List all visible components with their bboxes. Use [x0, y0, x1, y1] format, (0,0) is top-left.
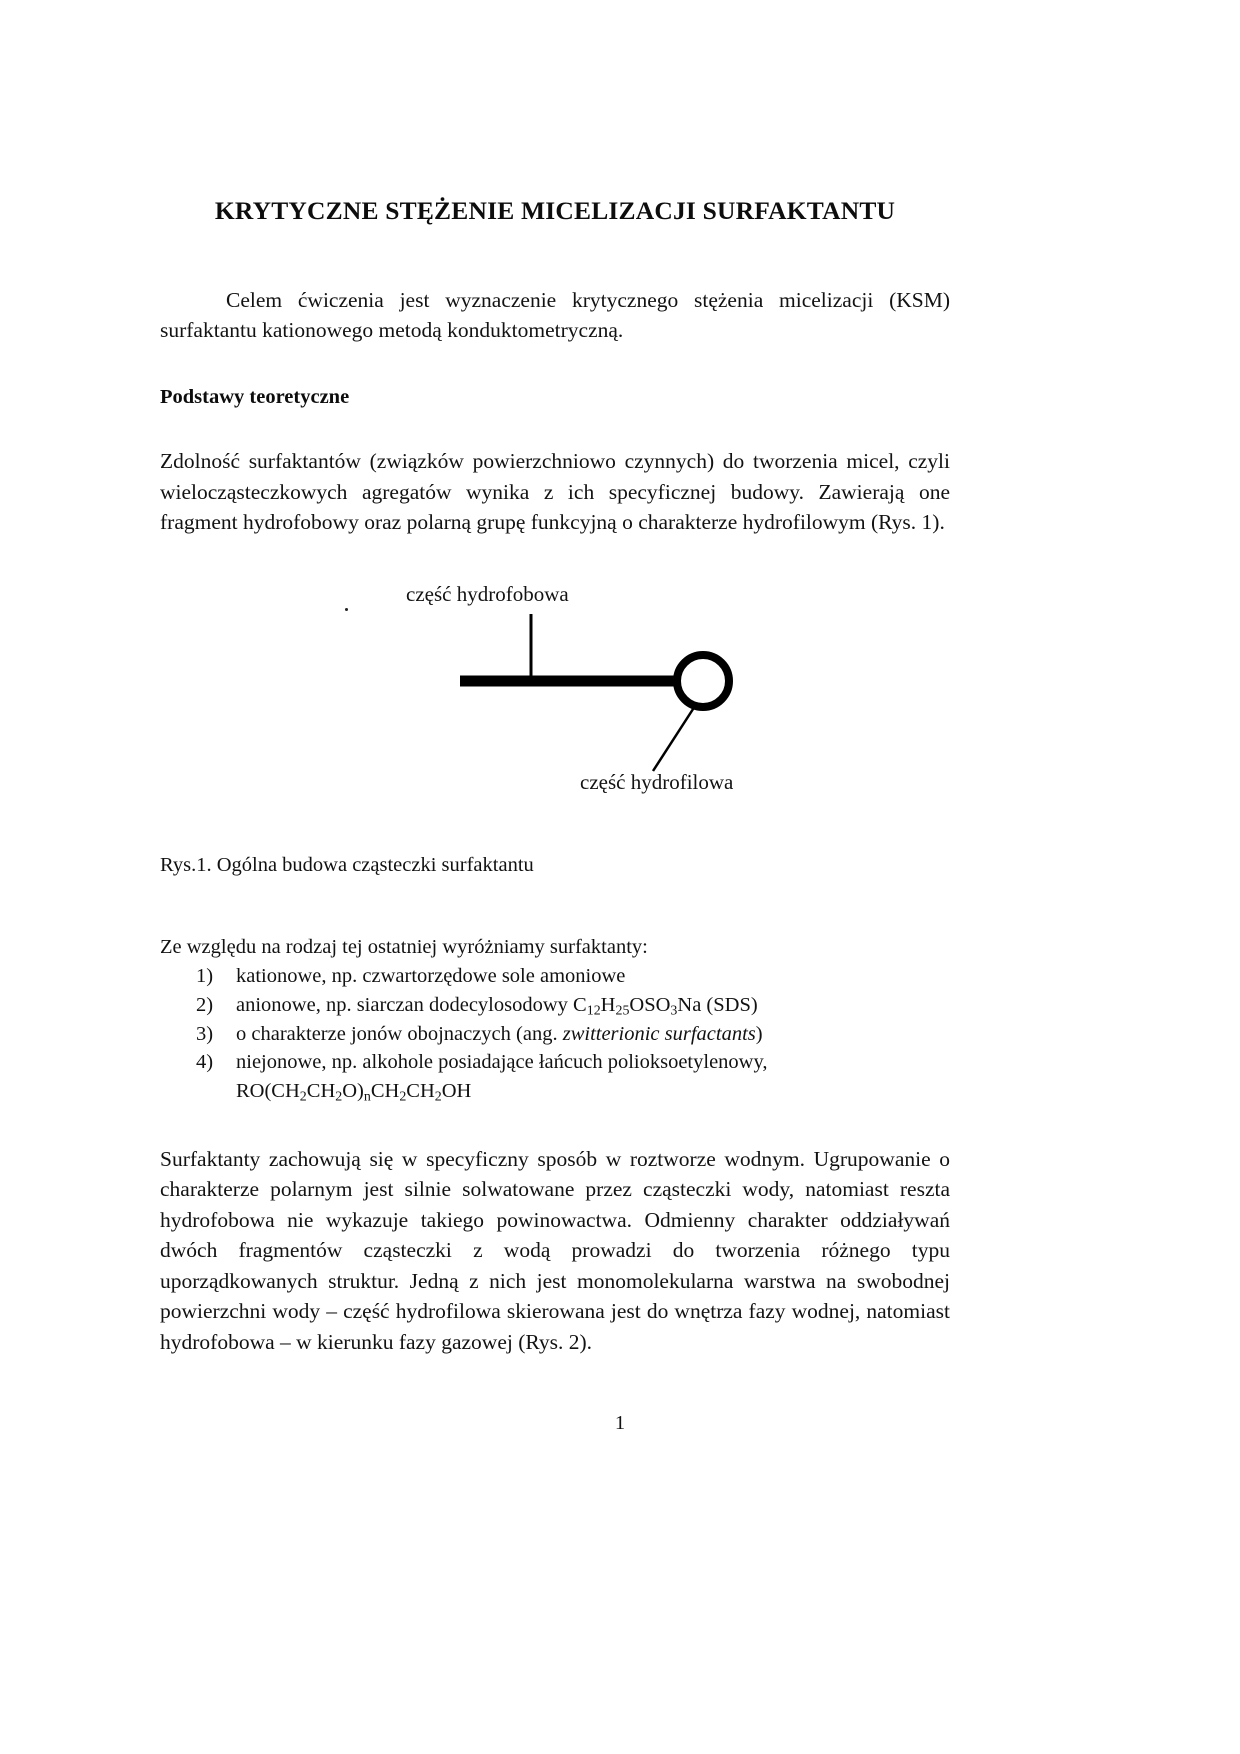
figure-label-hydrophobic-part: część hydrofobowa: [406, 581, 569, 606]
figure-1: [160, 566, 950, 846]
list-item: [160, 1048, 950, 1105]
list-item: [160, 1020, 950, 1049]
theory-paragraph: Zdolność surfaktantów (związków powierzchniowo czynnych) do tworzenia micel, czyli wielocząsteczkowych agregatów wynika z ich specyficznej budowy. Zawierają one fragment hydrofobowy oraz polarną grupę funkcyjną o charakterze hydrofilowym (Rys. 1).: [160, 449, 950, 535]
list-item-number: 4): [196, 1051, 214, 1074]
list-item-text: niejonowe, np. alkohole posiadające łańcuch polioksoetylenowy,: [236, 1051, 768, 1074]
list-item-text-before: o charakterze jonów obojnaczych (ang.: [236, 1022, 563, 1045]
list-item-italic-term: zwitterionic surfactants: [562, 1022, 756, 1045]
list-item-number: 3): [196, 1022, 214, 1045]
list-item: [160, 991, 950, 1020]
list-item-number: 1): [196, 965, 214, 988]
chemical-formula-polyoxyethylene: $RO(CH_2CH_2O)_nCH_2CH_2OH$: [236, 1079, 472, 1105]
surfactant-molecule-diagram: [150, 566, 940, 846]
leader-line-hydrofilowa: [653, 706, 695, 771]
surfactant-types-list: [160, 962, 950, 1105]
intro-paragraph: Celem ćwiczenia jest wyznaczenie krytycznego stężenia micelizacji (KSM) surfaktantu kationowego metodą konduktometryczną.: [160, 287, 950, 343]
list-item: [160, 962, 950, 991]
figure-1-caption: Rys.1. Ogólna budowa cząsteczki surfaktantu: [160, 853, 534, 876]
list-item-number: 2): [196, 993, 214, 1016]
chemical-formula-sds: $C_{12}H_{25}OSO_3Na$: [573, 993, 702, 1019]
classification-intro: Ze względu na rodzaj tej ostatniej wyróżniamy surfaktanty:: [160, 936, 648, 959]
list-item-text: kationowe, np. czwartorzędowe sole amoniowe: [236, 965, 626, 988]
list-item-text-after: (SDS): [701, 993, 758, 1016]
figure-label-hydrophilic-part: część hydrofilowa: [580, 769, 734, 794]
page-title: KRYTYCZNE STĘŻENIE MICELIZACJI SURFAKTANTU: [214, 196, 896, 225]
page-number: 1: [614, 1412, 626, 1434]
hydrophilic-head-circle: [677, 655, 729, 707]
list-item-text-after: ): [755, 1022, 763, 1045]
page-content: [160, 0, 950, 1357]
list-item-text-before: anionowe, np. siarczan dodecylosodowy: [236, 993, 574, 1016]
closing-paragraph: Surfaktanty zachowują się w specyficzny sposób w roztworze wodnym. Ugrupowanie o charakterze polarnym jest silnie solwatowane przez cząsteczki wody, natomiast reszta hydrofobowa nie wykazuje takiego powinowactwa. Odmienny charakter oddziaływań dwóch fragmentów cząsteczki z wodą prowadzi do tworzenia różnego typu uporządkowanych struktur. Jedną z nich jest monomolekularna warstwa na swobodnej powierzchni wody – część hydrofilowa skierowana jest do wnętrza fazy wodnej, natomiast hydrofobowa – w kierunku fazy gazowej (Rys. 2).: [160, 1146, 950, 1354]
section-heading-podstawy-teoretyczne: Podstawy teoretyczne: [160, 385, 350, 408]
